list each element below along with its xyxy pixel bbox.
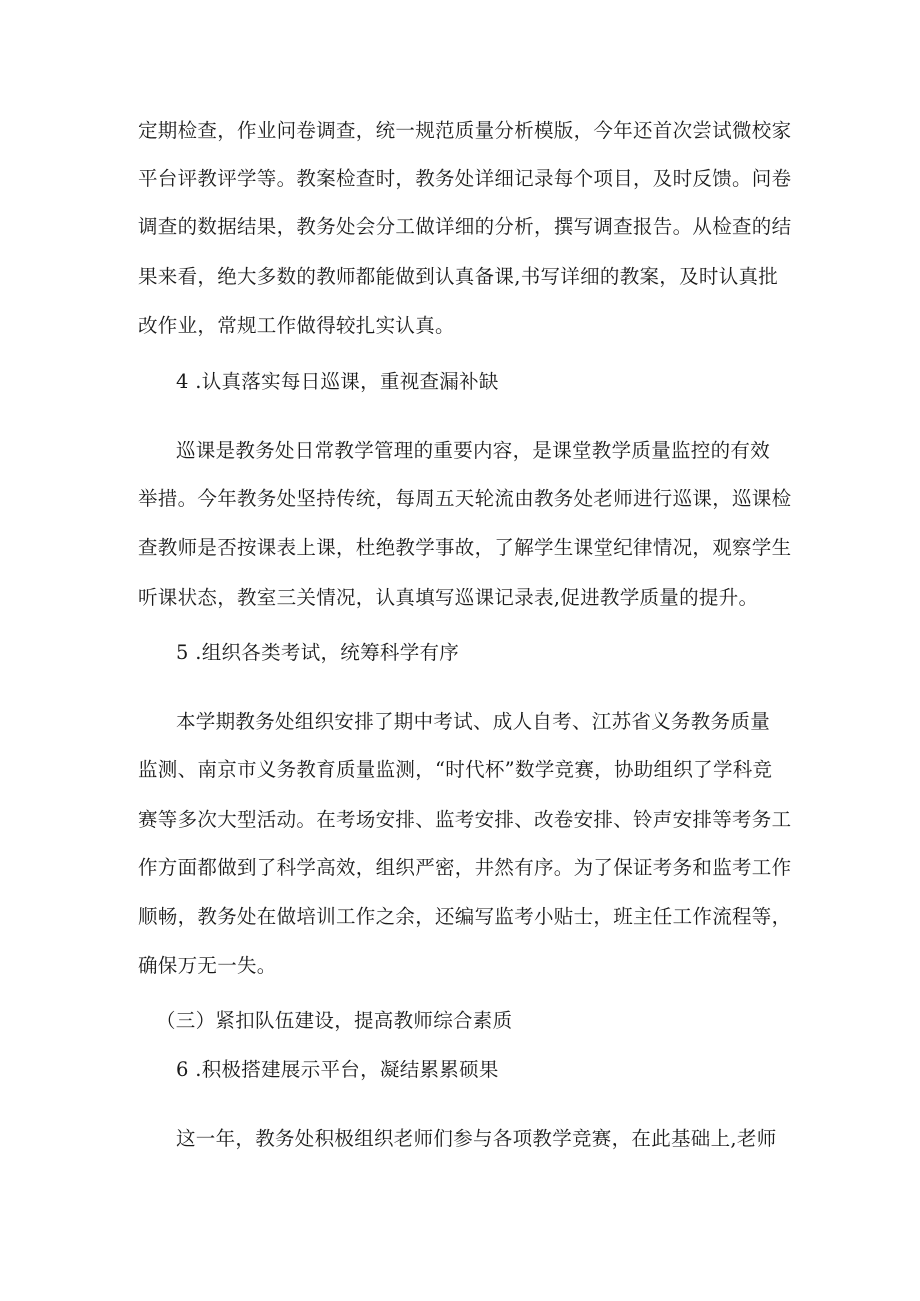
paragraph-3-line-4: 作方面都做到了科学高效，组织严密，井然有序。为了保证考务和监考工作 [138, 856, 792, 879]
section-heading-4: 4 .认真落实每日巡课，重视查漏补缺 [176, 370, 499, 393]
paragraph-1-line-2: 平台评教评学等。教案检查时，教务处详细记录每个项目，及时反馈。问卷 [138, 167, 792, 190]
paragraph-2-line-4: 听课状态，教室三关情况，认真填写巡课记录表,促进教学质量的提升。 [138, 586, 759, 609]
paragraph-3-line-3: 赛等多次大型活动。在考场安排、监考安排、改卷安排、铃声安排等考务工 [138, 808, 792, 831]
paragraph-2-line-2: 举措。今年教务处坚持传统，每周五天轮流由教务处老师进行巡课，巡课检 [138, 487, 792, 510]
section-heading-3: （三）紧扣队伍建设，提高教师综合素质 [156, 1009, 513, 1032]
paragraph-3-line-6: 确保万无一失。 [138, 954, 277, 977]
paragraph-2-line-1: 巡课是教务处日常教学管理的重要内容，是课堂教学质量监控的有效 [176, 439, 771, 462]
paragraph-3-line-5: 顺畅，教务处在做培训工作之余，还编写监考小贴士，班主任工作流程等， [138, 905, 792, 928]
paragraph-1-line-5: 改作业，常规工作做得较扎实认真。 [138, 314, 455, 337]
paragraph-2-line-3: 查教师是否按课表上课，杜绝教学事故，了解学生课堂纪律情况，观察学生 [138, 536, 792, 559]
paragraph-1-line-4: 果来看，绝大多数的教师都能做到认真备课,书写详细的教案，及时认真批 [138, 265, 779, 288]
paragraph-1-line-1: 定期检查，作业问卷调查，统一规范质量分析模版，今年还首次尝试微校家 [138, 119, 792, 142]
section-heading-6: 6 .积极搭建展示平台，凝结累累硕果 [176, 1058, 499, 1081]
section-heading-5: 5 .组织各类考试，统筹科学有序 [176, 641, 460, 664]
paragraph-4-line-1: 这一年，教务处积极组织老师们参与各项教学竞赛，在此基础上,老师 [176, 1127, 777, 1150]
paragraph-1-line-3: 调查的数据结果，教务处会分工做详细的分析，撰写调查报告。从检查的结 [138, 215, 792, 238]
paragraph-3-line-1: 本学期教务处组织安排了期中考试、成人自考、江苏省义务教务质量 [176, 710, 771, 733]
paragraph-3-line-2: 监测、南京市义务教育质量监测，“时代杯”数学竞赛，协助组织了学科竞 [138, 758, 773, 781]
